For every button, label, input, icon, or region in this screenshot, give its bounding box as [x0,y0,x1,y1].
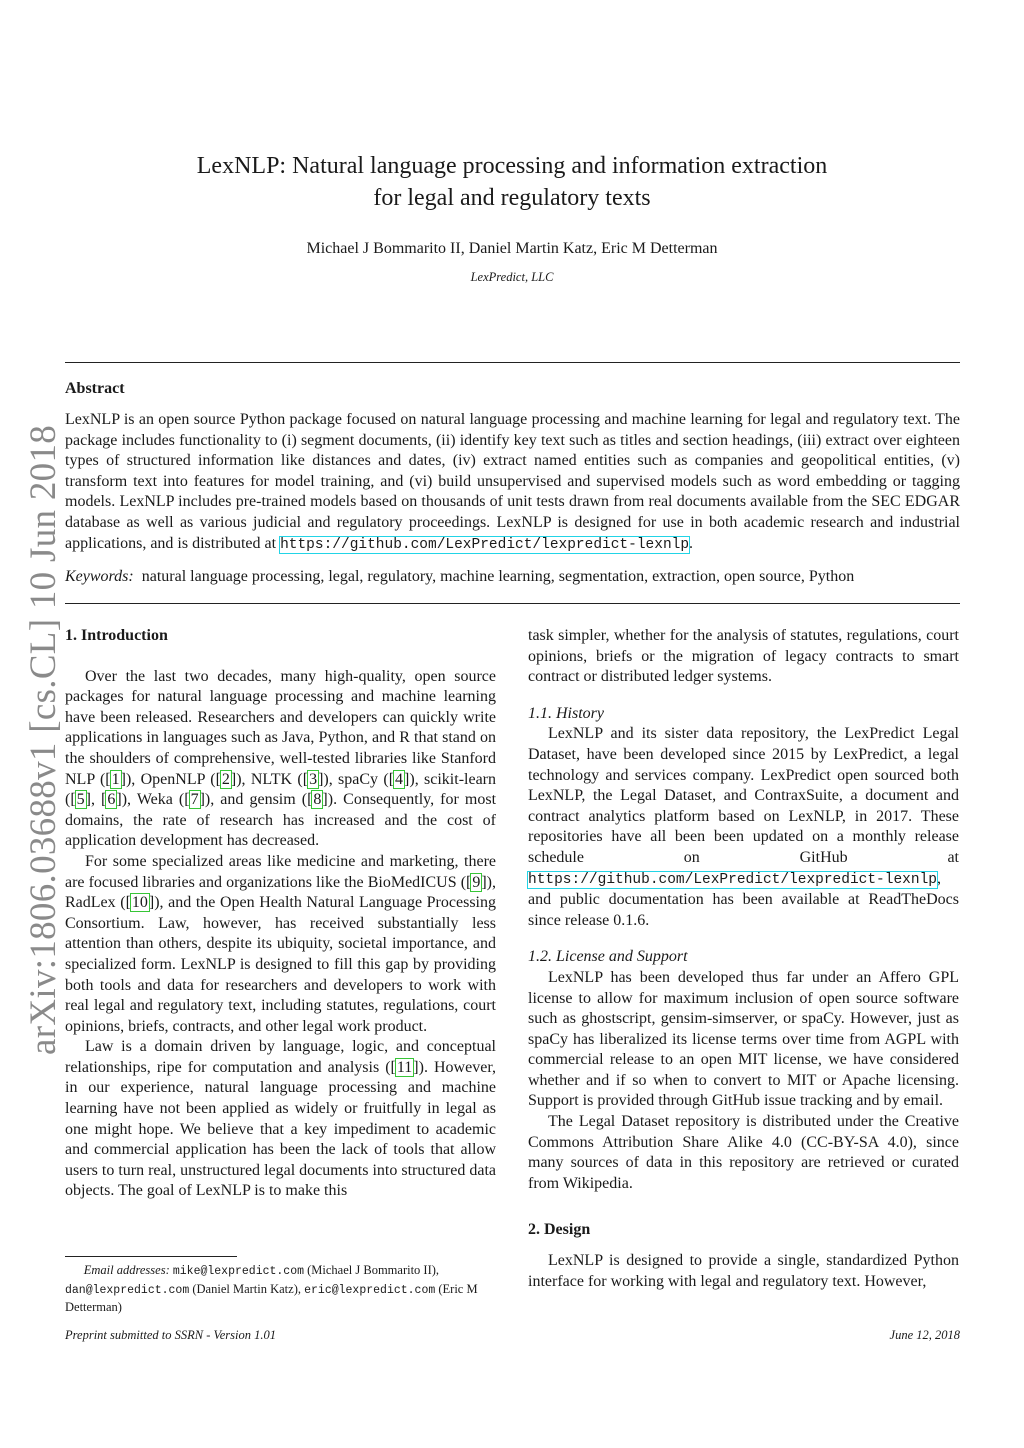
right-column [528,626,959,1292]
abstract-repo-link[interactable]: https://github.com/LexPredict/lexpredict-lexnlp [280,536,690,553]
license-paragraph-1: LexNLP has been developed thus far under an Affero GPL license to allow for maximum inclusion of open source software such as ghostscript, gensim-simserver, or spaCy. However, just as spaCy has liberalized its license terms over time from AGPL with commercial release to an open MIT license, we have considered whether and if so when to convert to MIT or Apache licensing. Support is provided through GitHub issue tracking and by email. [528,968,959,1110]
email-link[interactable]: mike@lexpredict.com [172,1265,304,1278]
citation-link[interactable]: 2 [221,770,230,788]
abstract-body [65,410,960,555]
intro-paragraph-2: For some specialized areas like medicine and marketing, there are focused libraries and organizations like the BioMedICUS ([9]), RadLex ([10]), and the Open Health Natural Language Processing Consortium. Law, however, has received substantially less attention than others, despite its ubiquity, societal importance, and specialized form. LexNLP is designed to fill this gap by providing both tools and data for researchers and developers to work with real legal and regulatory text, including statutes, regulations, court opinions, briefs, contracts, and other legal work product. [65,852,496,1035]
authors: Michael J Bommarito II, Daniel Martin Katz, Eric M Detterman [306,240,718,257]
citation-link[interactable]: 10 [131,894,148,912]
citation-link[interactable]: 6 [107,791,116,809]
email-link[interactable]: dan@lexpredict.com [65,1283,190,1297]
subsection-history-heading: 1.1. History [528,704,604,722]
footnote-emails: Email addresses: mike@lexpredict.com (Michael J Bommarito II), dan@lexpredict.com (Daniel Martin Katz), eric@lexpredict.com (Eric M Detterman) [65,1263,478,1314]
keywords [65,567,960,587]
history-repo-link[interactable]: https://github.com/LexPredict/lexpredict-lexnlp [528,871,937,888]
abstract-end: . [689,534,694,552]
preprint-note: Preprint submitted to SSRN - Version 1.01 [65,1328,276,1342]
citation-link[interactable]: 3 [309,770,318,788]
design-paragraph-1: LexNLP is designed to provide a single, standardized Python interface for working with legal and regulatory text. However, [528,1252,959,1290]
section-design-heading: 2. Design [528,1221,591,1239]
keywords-label: Keywords: [65,568,134,585]
affiliation: LexPredict, LLC [470,270,554,284]
footnote-label: Email addresses: [83,1263,170,1277]
arxiv-stamp: arXiv:1806.03688v1 [cs.CL] 10 Jun 2018 [23,424,64,1055]
citation-link[interactable]: 8 [313,791,322,809]
left-column [65,626,496,1202]
keywords-text: natural language processing, legal, regulatory, machine learning, segmentation, extraction, open source, Python [141,568,855,585]
abstract-text: LexNLP is an open source Python package focused on natural language processing and machine learning for legal and regulatory text. The package includes functionality to (i) segment documents, (ii) identify key text such as titles and section headings, (iii) extract over eighteen types of structured information like distances and dates, (iv) extract named entities such as companies and geopolitical entities, (v) transform text into features for model training, and (vi) build unsupervised and supervised models such as word embedding or tagging models. LexNLP includes pre-trained models based on thousands of unit tests drawn from real documents available from the SEC EDGAR database as well as various judicial and regulatory proceedings. LexNLP is designed for use in both academic research and industrial applications, and is distributed at [65,411,960,552]
section-introduction-heading: 1. Introduction [65,627,168,644]
footer-date: June 12, 2018 [889,1328,960,1342]
email-link[interactable]: eric@lexpredict.com [304,1283,436,1297]
history-paragraph: LexNLP and its sister data repository, the LexPredict Legal Dataset, have been developed since 2015 by LexPredict, a legal technology and services company. LexPredict open sourced both LexNLP, the Legal Dataset, and ContraxSuite, a document and contract analytics platform based on LexNLP, in 2017. These repositories have all been been updated on a monthly release schedule on GitHub at https://github.com/LexPredict/lexpredict-lexnlp, and public documentation has been available at ReadTheDocs since release 0.1.6. [528,725,959,929]
citation-link[interactable]: 11 [396,1058,413,1076]
intro-continuation: task simpler, whether for the analysis of statutes, regulations, court opinions, briefs or the migration of legacy contracts to smart contract or distributed ledger systems. [528,627,959,686]
citation-link[interactable]: 9 [472,873,481,891]
abstract-bottom-rule [65,603,960,604]
title-line-1: LexNLP: Natural language processing and information extraction [196,153,828,179]
abstract-top-rule [65,362,960,363]
intro-paragraph-3: Law is a domain driven by language, logic, and conceptual relationships, ripe for computation and analysis ([11]). However, in our experience, natural language processing and machine learning have not been applied as widely or fruitfully in legal as one might hope. We believe that a key impediment to academic and commercial application has been the lack of tools that allow users to turn real, unstructured legal documents into structured data objects. The goal of LexNLP is to make this [65,1038,497,1200]
citation-link[interactable]: 5 [76,791,85,809]
abstract-heading: Abstract [65,380,125,397]
citation-link[interactable]: 7 [190,791,199,809]
footnote-rule [65,1256,237,1257]
license-paragraph-2: The Legal Dataset repository is distributed under the Creative Commons Attribution Share Alike 4.0 (CC-BY-SA 4.0), since many sources of data in this repository are retrieved or curated from Wikipedia. [528,1113,959,1192]
subsection-license-heading: 1.2. License and Support [528,948,688,966]
citation-link[interactable]: 1 [111,770,120,788]
intro-paragraph-1: Over the last two decades, many high-quality, open source packages for natural language processing and machine learning have been released. Researchers and developers can quickly write applications in languages such as Java, Python, and R that stand on the shoulders of comprehensive, well-tested libraries like Stanford NLP ([1]), OpenNLP ([2]), NLTK ([3]), spaCy ([4]), scikit-learn ([5], [6]), Weka ([7]), and gensim ([8]). Consequently, for most domains, the rate of research has increased and the cost of application development has decreased. [65,667,497,850]
paper-title [0,150,1024,214]
title-line-2: for legal and regulatory texts [373,185,651,211]
citation-link[interactable]: 4 [395,770,404,788]
